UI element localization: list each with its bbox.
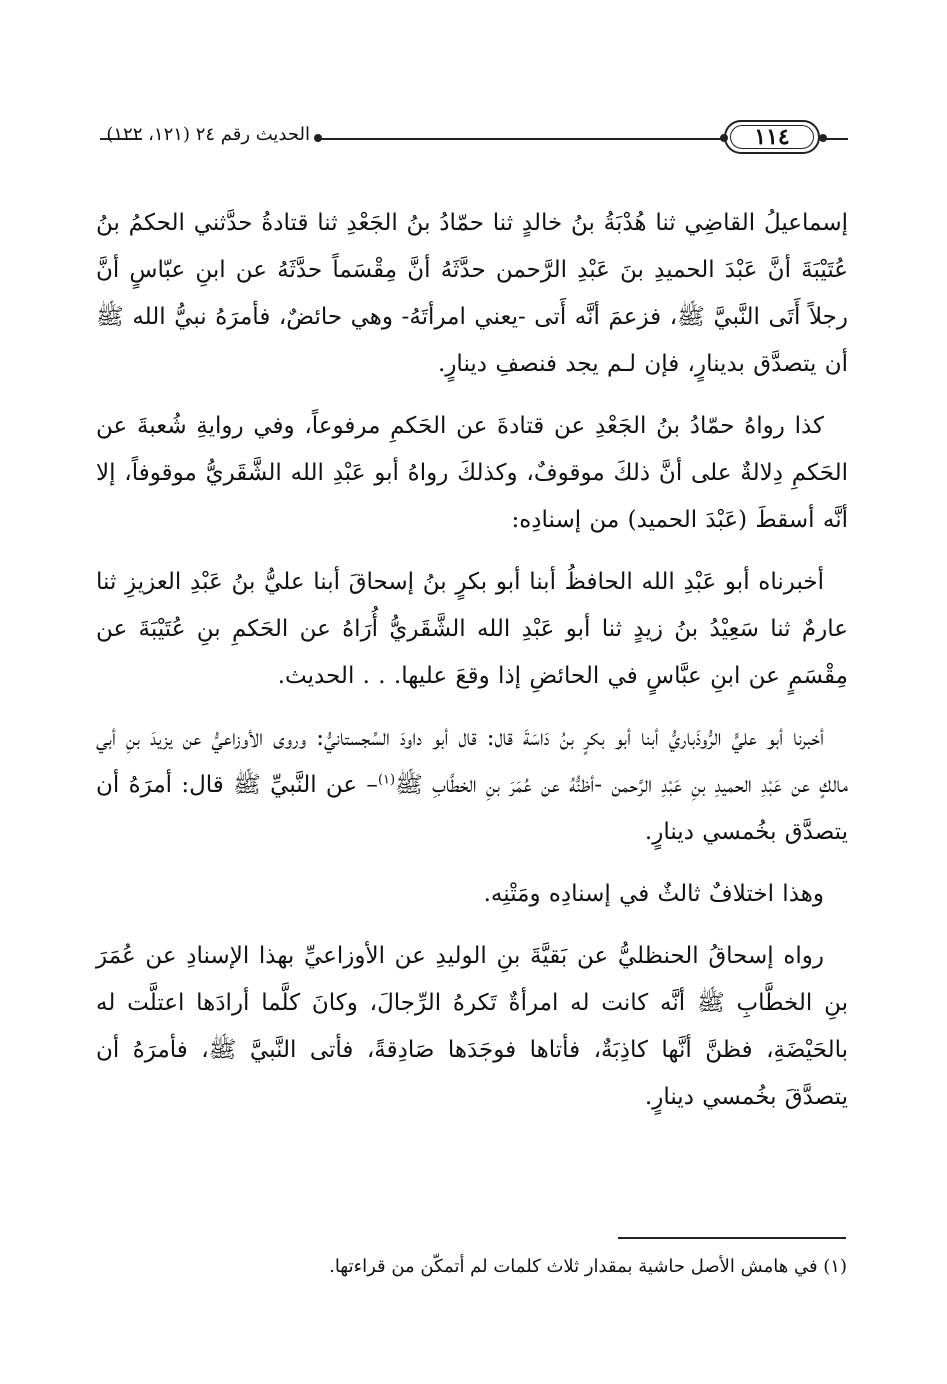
footnote-separator bbox=[618, 1237, 846, 1239]
footnote: (١) في هامش الأصل حاشية بمقدار ثلاث كلمات لم أتمكّن من قراءتها. bbox=[329, 1256, 847, 1277]
header-rule bbox=[318, 138, 724, 140]
paragraph: رواه إسحاقُ الحنظليُّ عن بَقيَّةَ بنِ الوليدِ عن الأوزاعيِّ بهذا الإسنادِ عن عُمَرَ بنِ الخطَّابِ ﷺ أنَّه كانت له امرأةٌ تَكرهُ الرِّجالَ، وكانَ كلَّما أرادَها اعتلَّت له بالحَيْضَةِ، فظنَّ أنَّها كاذِبَةٌ، فأتاها فوجَدَها صَادِقةً، فأتى النَّبيَّ ﷺ، فأمرَهُ أن يتصدَّقَ بخُمسي دينارٍ. bbox=[96, 943, 848, 1110]
header-rule bbox=[820, 138, 848, 140]
paragraph-text: – عن النَّبيِّ ﷺ قال: أمرَهُ أن يتصدَّق بخُمسي دينارٍ. bbox=[96, 772, 848, 845]
paragraph bbox=[96, 715, 848, 856]
page-number-frame bbox=[724, 120, 820, 154]
footnote-marker: (١) bbox=[377, 772, 396, 788]
paragraph: أخبرناه أبو عَبْدِ الله الحافظُ أبنا أبو بكرٍ بنُ إسحاقَ أبنا عليُّ بنُ عَبْدِ العزيزِ ثنا عارمٌ ثنا سَعِيْدُ بنُ زيدٍ ثنا أبو عَبْدِ الله الشَّقَريُّ أُرَاهُ عن الحَكمِ بنِ عُتَيْبَةَ عن مِقْسَمٍ عن ابنِ عبَّاسٍ في الحائضِ إذا وقعَ عليها. . . الحديث. bbox=[96, 569, 848, 689]
paragraph: كذا رواهُ حمّادُ بنُ الجَعْدِ عن قتادةَ عن الحَكمِ مرفوعاً، وفي روايةِ شُعبةَ عن الحَكمِ دِلالةٌ على أنَّ ذلكَ موقوفٌ، وكذلكَ رواهُ أبو عَبْدِ الله الشَّقَريُّ موقوفاً، إلا أنَّه أسقطَ (عَبْدَ الحميد) من إسنادِه: bbox=[96, 413, 848, 533]
paragraph: إسماعيلُ القاضِي ثنا هُدْبَةُ بنُ خالدٍ ثنا حمّادُ بنُ الجَعْدِ ثنا قتادةُ حدَّثني الحكمُ بنُ عُتَيْبَةَ أنَّ عَبْدَ الحميدِ بنَ عَبْدِ الرَّحمن حدَّثَهُ أنَّ مِقْسَماً حدَّثَهُ عن ابنِ عبّاسٍ أنَّ رجلاً أَتَى النَّبيَّ ﷺ، فزعمَ أنَّه أَتى -يعني امرأتَهُ- وهي حائضٌ، فأمرَهُ نبيُّ الله ﷺ أن يتصدَّق بدينارٍ، فإن لـم يجد فنصفِ دينارٍ. bbox=[96, 210, 848, 377]
body-text bbox=[96, 200, 848, 1136]
paragraph: وهذا اختلافٌ ثالثٌ في إسنادِه ومَتْنِه. bbox=[483, 881, 824, 907]
page-number: ١١٤ bbox=[754, 124, 790, 150]
paragraph-text: أخبرنا أبو عليٍّ الرُّوذَباريُّ أبنا أبو بكرٍ بنُ دَاسَةَ قال: قال أبو داودَ السِّجستانيُّ: وروى الأوزاعيُّ عن يزيدَ بنِ أبي مالكٍ عن عَبْدِ الحميدِ بنِ عَبْدِ الرَّحمن -أظنُّهُ عن عُمَرَ بنِ الخطَّابِ ﷺ bbox=[96, 725, 848, 798]
running-header bbox=[100, 118, 848, 158]
running-title: الحديث رقم ٢٤ (١٢١، ١٢٢) bbox=[106, 124, 310, 145]
